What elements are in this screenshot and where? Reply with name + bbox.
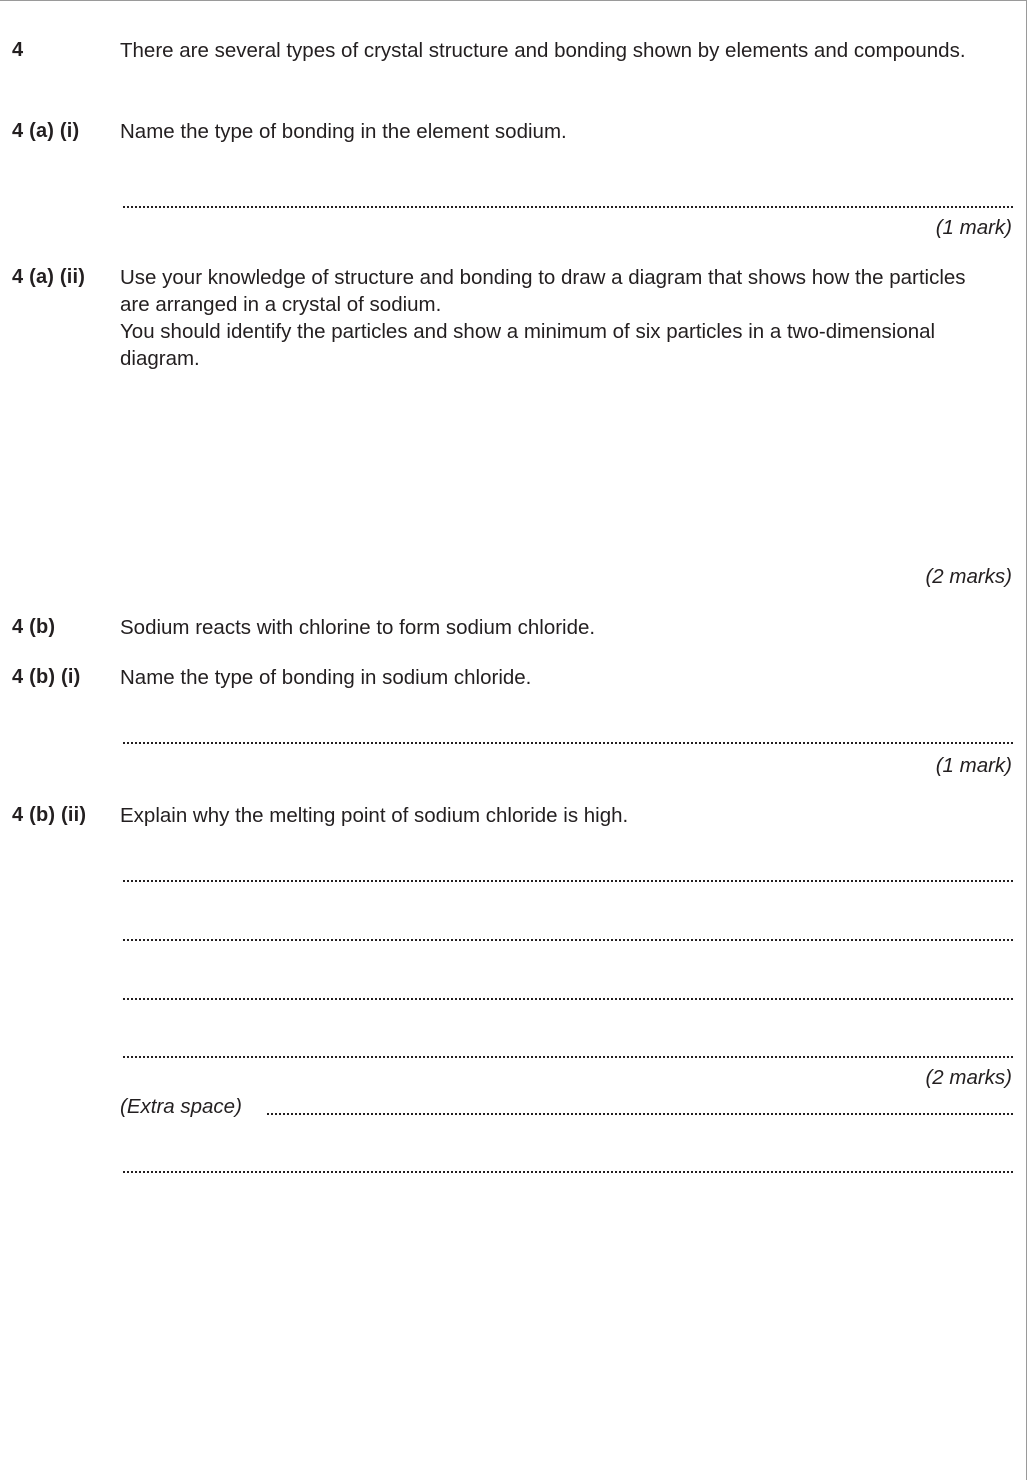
marks-4bi: (1 mark)	[935, 754, 1012, 777]
marks-4ai: (1 mark)	[935, 216, 1012, 239]
question-4b-text: Sodium reacts with chlorine to form sodium chloride.	[120, 616, 596, 639]
answer-line-4bii-2[interactable]	[123, 937, 1013, 941]
question-4aii-line2: You should identify the particles and show a minimum of six particles in a two-dimensional diagram.	[120, 320, 936, 370]
answer-line-4ai[interactable]	[123, 204, 1013, 208]
marks-4bii: (2 marks)	[925, 1066, 1012, 1089]
question-4bii-text: Explain why the melting point of sodium chloride is high.	[120, 804, 629, 827]
answer-line-4bii-4[interactable]	[123, 1054, 1013, 1058]
extra-space-line-2[interactable]	[123, 1169, 1013, 1173]
extra-space-label: (Extra space)	[120, 1095, 242, 1118]
answer-line-4bii-3[interactable]	[123, 996, 1013, 1000]
question-number-4aii: 4 (a) (ii)	[12, 266, 86, 288]
diagram-space[interactable]	[120, 380, 1010, 560]
marks-4aii: (2 marks)	[925, 565, 1012, 588]
question-number-4ai: 4 (a) (i)	[12, 120, 80, 142]
question-number-4bi: 4 (b) (i)	[12, 666, 81, 688]
answer-line-4bii-1[interactable]	[123, 878, 1013, 882]
question-4-intro	[120, 37, 1010, 64]
question-number-4bii: 4 (b) (ii)	[12, 804, 87, 826]
question-number-4: 4	[12, 39, 24, 61]
question-number-4b: 4 (b)	[12, 616, 56, 638]
question-4bi-text: Name the type of bonding in sodium chloride.	[120, 666, 532, 689]
question-4aii-line1: Use your knowledge of structure and bonding to draw a diagram that shows how the particles are arranged in a crystal of sodium.	[120, 266, 966, 316]
extra-space-line-1[interactable]	[267, 1111, 1013, 1115]
question-4-text: There are several types of crystal structure and bonding shown by elements and compounds.	[120, 39, 966, 62]
question-4ai-text: Name the type of bonding in the element sodium.	[120, 120, 567, 143]
answer-line-4bi[interactable]	[123, 740, 1013, 744]
question-4aii-text	[120, 264, 1000, 372]
